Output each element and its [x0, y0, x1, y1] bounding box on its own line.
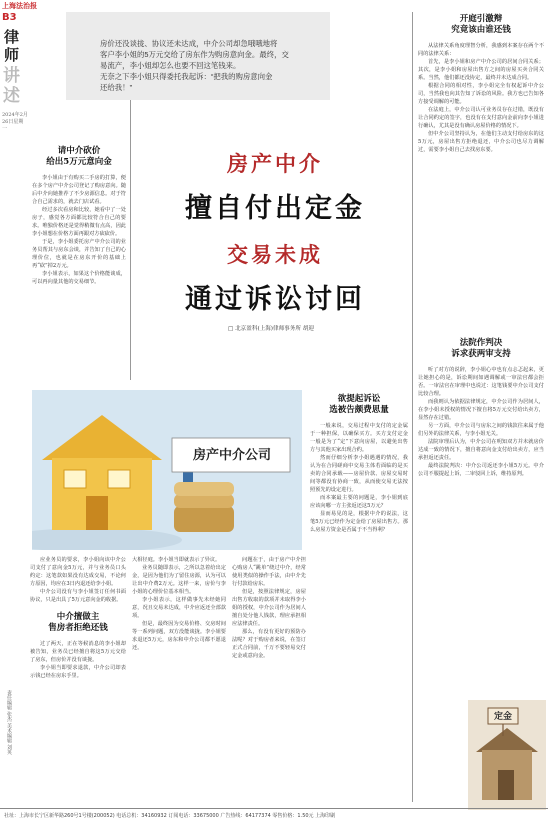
paragraph: 而本案最主要的问题是，李小姐到底应该向哪一方主张返还这5万元？ — [310, 495, 408, 509]
column-divider — [412, 12, 413, 802]
paragraph: 那么，有没有更好的预防办法呢？对于购房者来说，在签订正式合同前，千万不要轻易交付定金或意向金。 — [232, 629, 306, 659]
quote-line: 无奈之下李小姐只得委托我起诉：“把我的购房意向金 — [100, 72, 273, 81]
paragraph: 显而易见的是，根据中介的说法，这笔5万元已经作为定金给了房屋出售方。那么房屋方资金是否属于不当得利？ — [310, 511, 408, 533]
section-subtitle: 讲述 — [3, 66, 20, 106]
paragraph: 业务员随即表示，之所以急着给出定金，是因为他们为了留住房源，认为可以让出中介费2万元。这样一来，房价与李小姐的心理价位基本相当。 — [132, 565, 226, 595]
byline: □ 北京盈科(上海)律师事务所 胡迎 — [228, 326, 314, 332]
left-column — [32, 146, 126, 386]
section-heading: 法院作判决 — [459, 338, 503, 348]
paragraph: 中介公司没有与李小姐签订任何书面协议，只是出具了5万元意向金的收据。 — [30, 589, 126, 603]
section-heading: 开庭引激辩 — [459, 14, 503, 24]
paragraph: 法院审理后认为，中介公司在明知双方并未就房价达成一致的情况下，擅自将意向金支付给出卖方，应当承担返还责任。 — [418, 439, 544, 461]
paragraph: 过了两天，正在等候消息的李小姐却被告知，业务员已经擅自将这5万元交给了房东，但房价并没有谈拢。 — [30, 641, 126, 663]
ad-label: 定金 — [493, 712, 512, 722]
column-divider — [130, 100, 131, 380]
issue-date: 2024年2月26日星期一 — [2, 112, 28, 132]
headline-line: 交易未成 — [227, 242, 323, 267]
paragraph: 李小姐表示，如果这个价格能谈成，可以再向量其他的交易细节。 — [32, 271, 126, 285]
paragraph: 李小姐表示，这样做事先未经她同意，况且交易未达成，中介应返还全部款项。 — [132, 597, 226, 619]
footer: 社址：上海市长宁区新华路260号1号楼(200052) 电话总机：34160932 订阅电话：33675000 广告热线：64177374 零售价格：1.50元 上海印刷 — [0, 808, 548, 824]
paper-name: 上海法治报 — [2, 2, 37, 10]
paragraph: 听了对方的说辞，李小姐心中也有点忐忑起来，更让她担心的是，诉讼期间如遇调解或一审法官都会拒否。一审法官在审理中也说过：这笔钱要中介公司支付比较合理。 — [418, 367, 544, 397]
paragraph: 问题在于，由于房产中介担心购房人“跳单”绕过中介，经常使用类似的操作手法，由中介先行付款给房东。 — [232, 557, 306, 587]
bottom-left-column — [30, 556, 126, 804]
mid-section — [310, 394, 408, 804]
paragraph: 李小姐由于有购买二手房的打算，便在多个房产中介公司登记了购房意向。随后中介向她推荐了不少房源信息。对于符合自己需求的，就去门店试看。 — [32, 175, 126, 205]
bottom-mid-column — [132, 556, 226, 804]
paragraph: 于是，李小姐委托房产中介公司的业务员帮其与房东会谈，并告知了自己的心理价位，也就是在房东开价的基础上再“砍”掉2万元。 — [32, 239, 126, 269]
paragraph: 但中介公司坚持认为，在他们主动支付给房东的这5万元，房屋出售方拒绝退还，中介公司也尽力调解过，需要李小姐自己去找房东要。 — [418, 131, 544, 153]
page-number: B3 — [2, 12, 17, 23]
paragraph: 另一方面，中介公司与房东之间的钱款往来属于他们另外的法律关系，与李小姐无关。 — [418, 423, 544, 437]
section-heading: 诉求获两审支持 — [451, 349, 511, 359]
headline-line: 通过诉讼讨回 — [185, 284, 365, 315]
section-heading: 售房者拒绝还钱 — [48, 623, 108, 633]
paragraph: 李小姐当即要求退款，中介公司却表示钱已经在房东手里。 — [30, 665, 126, 679]
section-heading: 选被告颇费思量 — [329, 405, 389, 415]
editor-credits: 责任编辑 张杰 美术编辑 刘英 — [6, 690, 12, 755]
house-illustration — [32, 390, 302, 550]
house-icon — [32, 390, 302, 550]
headline-line: 房产中介 — [227, 151, 323, 176]
paragraph: 最终法院判决：中介公司返还李小姐5万元。中介公司不服提起上诉，二审驳回上诉，维持原判。 — [418, 463, 544, 477]
section-heading: 给出5万元意向金 — [46, 157, 112, 167]
section-name: 律师 — [4, 28, 20, 64]
right-column — [418, 14, 544, 334]
paragraph: 然而仔细分析李小姐遇遇的情况，我认为在合同磋商中交易主体若面临的是买卖的合同承载——房屋价款、房屋交易时间等都没有协商一致，从而使交易无法按照预先的设定进行。 — [310, 455, 408, 493]
lead-quote-box — [66, 12, 330, 100]
bottom-right-column — [232, 556, 306, 804]
paragraph: 从法律关系角度理智分析，我感到本案存在两个不同的法律关系： — [418, 43, 544, 57]
paragraph: 应业务员的要求，李小姐向该中介公司支付了意向金5万元，并与业务员口头约定：这笔款如果没有达成交易，不论何方原因，均应在3日内退还给李小姐。 — [30, 557, 126, 587]
paragraph: 大相径庭。李小姐当即就表示了异议。 — [132, 557, 221, 563]
paragraph: 首先，是李小姐和房产中介公司的居间合同关系；其次，是李小姐和房屋出售方之间的房屋买卖合同关系。当然，他们都还没协定，最终并未达成合同。 — [418, 59, 544, 81]
paragraph: 但是，最终因为交易价格、交房时间等一系列问题，双方没能谈拢。李小姐要求退还5万元，房东和中介公司都不愿退还。 — [132, 621, 226, 651]
image-caption: 房产中介公司 — [192, 448, 271, 463]
section-heading: 欲提起诉讼 — [337, 394, 381, 404]
headline-block — [150, 138, 400, 338]
quote-line: 客户李小姐的5万元交给了房东作为购房意向金。最终，交 — [100, 50, 289, 59]
quote-line: 房价还没谈拢、协议还未达成，中介公司却急哦哦地将 — [100, 39, 278, 48]
masthead — [0, 0, 548, 10]
quote-line: 还给我！” — [100, 83, 133, 92]
paragraph: 在法庭上，中介公司认可业务员存在过错，既没有让合同约定的签字，也没有在支付意向金前向李小姐进行确认，尤其是没有确认房屋价格的情况下。 — [418, 107, 544, 129]
right-column-lower — [418, 338, 544, 688]
paragraph: 而我则认为依据法律规定，中介公司作为居间人，在李小姐未授权的情况下擅自将5万元交付给出卖方，显然存在过错。 — [418, 399, 544, 421]
section-heading: 请中介砍价 — [57, 146, 101, 156]
quote-line: 易流产，李小姐却怎么也要不回这笔钱来。 — [100, 61, 241, 70]
section-heading: 中介擅做主 — [56, 612, 100, 622]
paragraph: 经过多次看房和比较，她看中了一处房子，感觉各方面都比较符合自己的要求。唯独价格还是觉得稍微有点高，因此李小姐想在价格方面再跟对方砍砍价。 — [32, 207, 126, 237]
headline-line: 擅自付出定金 — [185, 193, 365, 224]
deposit-illustration — [468, 700, 546, 810]
paragraph: 但是，按照法律规定，房屋出售方收取的款项并未取得李小姐的授权，中介公司作为居间人擅自处分他人钱款，理应承担相应法律责任。 — [232, 589, 306, 627]
paragraph: 根据合同的相对性，李小姐完全有权起诉中介公司，当然我也向其告知了诉讼的风险。我方也已告知各方接受调解的可能。 — [418, 83, 544, 105]
paragraph: 一般来说，交易过程中支付的定金属于一种担保，以确保买方。买方支付定金一般是为了“定”下意向房屋，以避免出售方与其他买家出现合约。 — [310, 423, 408, 453]
section-heading: 究竟该由谁还钱 — [451, 25, 511, 35]
